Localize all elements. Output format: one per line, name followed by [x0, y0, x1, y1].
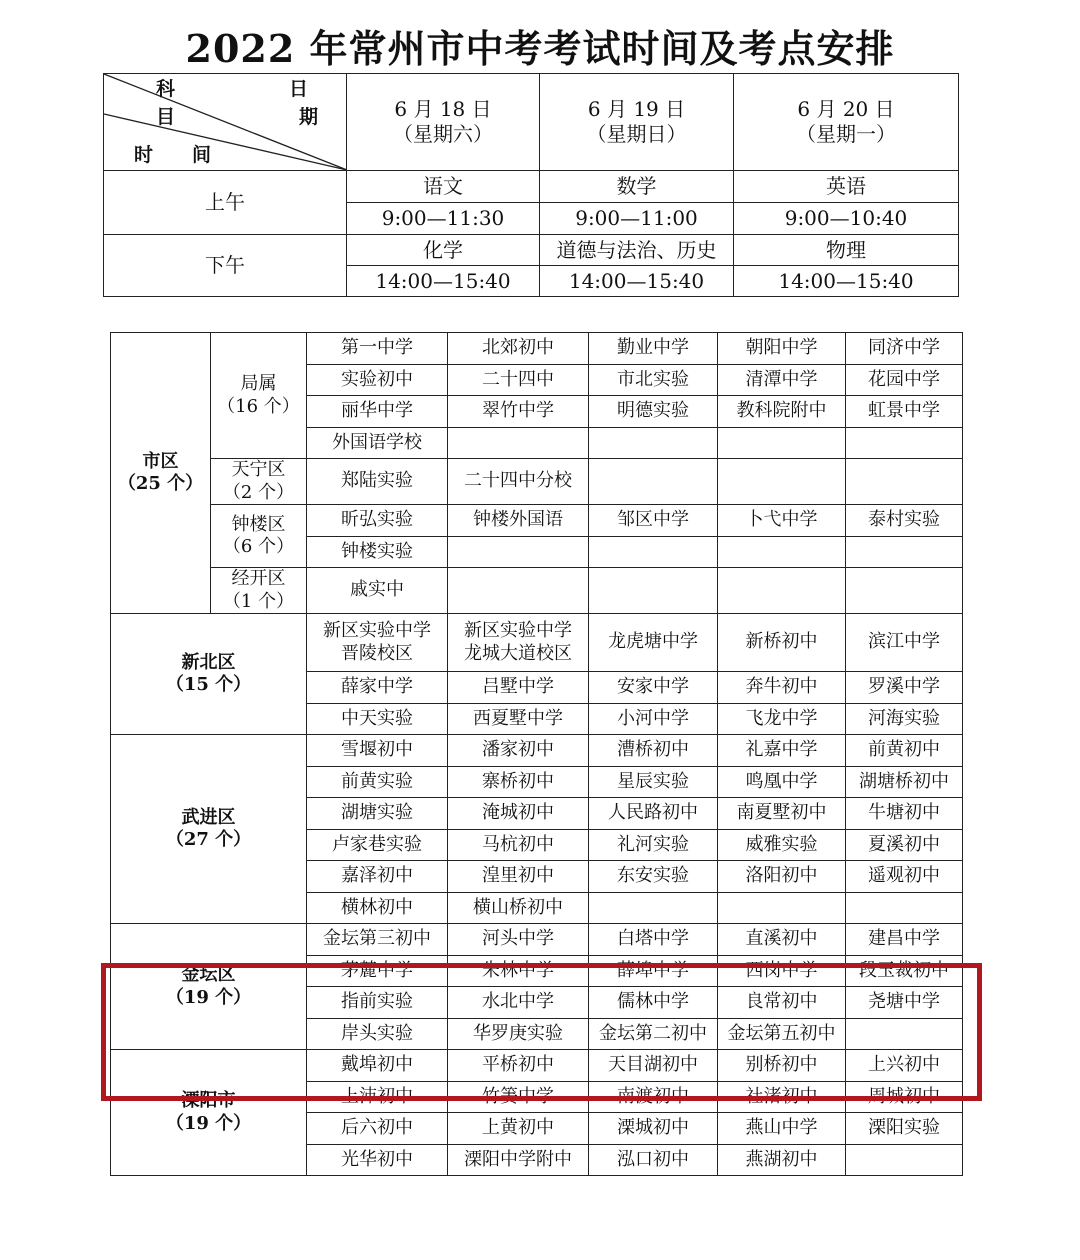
- period-afternoon: 下午: [104, 235, 347, 297]
- school-cell: 金坛第二初中: [589, 1018, 718, 1050]
- day-date: 6 月 19 日: [587, 97, 686, 121]
- school-cell: 别桥初中: [718, 1050, 846, 1082]
- district-jushu-count: （16 个）: [217, 395, 300, 417]
- school-cell: 勤业中学: [589, 333, 718, 365]
- school-cell: 湖塘实验: [307, 798, 448, 830]
- table-row: [111, 333, 963, 365]
- school-cell: 茅麓中学: [307, 955, 448, 987]
- school-cell: [718, 427, 846, 459]
- exam-subject: 英语: [734, 171, 959, 203]
- school-cell: 鸣凰中学: [718, 766, 846, 798]
- school-cell: 光华初中: [307, 1144, 448, 1176]
- school-cell: 星辰实验: [589, 766, 718, 798]
- school-cell: 平桥初中: [448, 1050, 589, 1082]
- school-cell: 燕湖初中: [718, 1144, 846, 1176]
- school-cell: 人民路初中: [589, 798, 718, 830]
- school-cell: [448, 427, 589, 459]
- day-weekday: （星期六）: [393, 122, 493, 146]
- school-cell: 段玉裁初中: [846, 955, 963, 987]
- exam-time: 14:00—15:40: [734, 266, 959, 297]
- school-name-line: 龙虎塘中学: [608, 631, 698, 653]
- period-morning: 上午: [104, 171, 347, 235]
- school-cell: 丽华中学: [307, 396, 448, 428]
- school-cell: 朝阳中学: [718, 333, 846, 365]
- district-xinbei-count: （15 个）: [165, 674, 252, 695]
- school-cell: 同济中学: [846, 333, 963, 365]
- jintan-highlight-box: [101, 963, 982, 1101]
- school-cell: 横山桥初中: [448, 892, 589, 924]
- school-cell: 天目湖初中: [589, 1050, 718, 1082]
- school-cell: 明德实验: [589, 396, 718, 428]
- school-cell: 溧阳中学附中: [448, 1144, 589, 1176]
- school-cell: [448, 568, 589, 614]
- district-shiqu-count: （25 个）: [117, 473, 204, 494]
- school-cell: [846, 1144, 963, 1176]
- district-shiqu-name: 市区: [142, 450, 179, 472]
- school-cell: 西夏墅中学: [448, 703, 589, 735]
- exam-time: 14:00—15:40: [347, 266, 540, 297]
- school-cell: 花园中学: [846, 364, 963, 396]
- corner-subject-1: 科: [156, 78, 176, 100]
- school-cell: 南夏墅初中: [718, 798, 846, 830]
- school-cell: 戚实中: [307, 568, 448, 614]
- school-cell: 溧城初中: [589, 1113, 718, 1145]
- school-cell: 清潭中学: [718, 364, 846, 396]
- school-cell: [846, 568, 963, 614]
- table-row: [111, 505, 963, 537]
- district-liyang-name: 溧阳市: [181, 1090, 236, 1111]
- school-cell: 实验初中: [307, 364, 448, 396]
- school-cell: 溧阳实验: [846, 1113, 963, 1145]
- day-weekday: （星期一）: [796, 122, 896, 146]
- page-title: 2022 年常州市中考考试时间及考点安排: [185, 26, 895, 71]
- table-row: [111, 459, 963, 505]
- school-cell: 夏溪初中: [846, 829, 963, 861]
- school-cell: 淹城初中: [448, 798, 589, 830]
- school-cell: 昕弘实验: [307, 505, 448, 537]
- exam-subject: 物理: [734, 235, 959, 266]
- school-cell: 二十四中分校: [448, 459, 589, 505]
- school-cell: 上沛初中: [307, 1081, 448, 1113]
- district-zhonglou: [211, 505, 307, 568]
- school-cell: 前黄初中: [846, 735, 963, 767]
- school-cell: 薛家中学: [307, 672, 448, 704]
- district-zhonglou-name: 钟楼区: [231, 513, 286, 535]
- school-cell: 马杭初中: [448, 829, 589, 861]
- district-tianning: [211, 459, 307, 505]
- district-shiqu: [111, 333, 211, 614]
- school-cell: 儒林中学: [589, 987, 718, 1019]
- school-cell: 教科院附中: [718, 396, 846, 428]
- school-name-line: 新区实验中学: [464, 620, 572, 641]
- school-cell: 薛埠中学: [589, 955, 718, 987]
- day-date: 6 月 18 日: [394, 97, 492, 121]
- school-name-line: 滨江中学: [868, 631, 940, 653]
- district-jintan-count: （19 个）: [165, 986, 252, 1008]
- corner-subject-2: 目: [156, 106, 176, 128]
- school-cell: 后六初中: [307, 1113, 448, 1145]
- school-cell: 牛塘初中: [846, 798, 963, 830]
- school-cell: 湖塘桥初中: [846, 766, 963, 798]
- school-cell: 雪堰初中: [307, 735, 448, 767]
- school-cell: 潘家初中: [448, 735, 589, 767]
- exam-time: 9:00—11:00: [540, 203, 734, 235]
- corner-date-2: 期: [299, 106, 319, 128]
- district-wujin: [111, 735, 307, 924]
- school-cell: 良常初中: [718, 987, 846, 1019]
- school-cell: 安家中学: [589, 672, 718, 704]
- school-cell: 飞龙中学: [718, 703, 846, 735]
- district-xinbei-name: 新北区: [181, 651, 236, 673]
- table-row: [111, 614, 963, 672]
- school-cell: [448, 536, 589, 568]
- school-cell: [846, 427, 963, 459]
- school-cell: 二十四中: [448, 364, 589, 396]
- district-liyang-count: （19 个）: [165, 1112, 252, 1134]
- school-cell: 戴埠初中: [307, 1050, 448, 1082]
- school-name-line: 新桥初中: [745, 631, 818, 653]
- day-header: [540, 74, 734, 171]
- school-cell: 社渚初中: [718, 1081, 846, 1113]
- district-zhonglou-count: （6 个）: [222, 536, 295, 557]
- school-cell: 卢家巷实验: [307, 829, 448, 861]
- school-cell: [589, 427, 718, 459]
- school-cell: 泰村实验: [846, 505, 963, 537]
- district-jingkai: [211, 568, 307, 614]
- corner-time-1: 时: [134, 144, 154, 166]
- school-cell: 翠竹中学: [448, 396, 589, 428]
- school-cell: 嘉泽初中: [307, 861, 448, 893]
- school-cell: [718, 892, 846, 924]
- school-cell: [718, 536, 846, 568]
- school-cell: 罗溪中学: [846, 672, 963, 704]
- school-cell: [589, 614, 718, 672]
- school-cell: 郑陆实验: [307, 459, 448, 505]
- district-tianning-count: （2 个）: [222, 481, 295, 503]
- day-weekday: （星期日）: [586, 122, 687, 146]
- day-date: 6 月 20 日: [797, 97, 895, 121]
- school-cell: 上黄初中: [448, 1113, 589, 1145]
- district-tianning-name: 天宁区: [231, 459, 286, 480]
- school-cell: 华罗庚实验: [448, 1018, 589, 1050]
- district-jushu: [211, 333, 307, 459]
- exam-subject: 道德与法治、历史: [540, 235, 734, 266]
- exam-subject: 数学: [540, 171, 734, 203]
- school-cell: 白塔中学: [589, 924, 718, 956]
- school-cell: [589, 536, 718, 568]
- district-jushu-name: 局属: [240, 373, 277, 394]
- table-row: [111, 568, 963, 614]
- school-cell: 邹区中学: [589, 505, 718, 537]
- school-cell: 横林初中: [307, 892, 448, 924]
- school-cell: 钟楼实验: [307, 536, 448, 568]
- district-wujin-count: （27 个）: [165, 829, 252, 850]
- school-cell: 威雅实验: [718, 829, 846, 861]
- school-cell: 上兴初中: [846, 1050, 963, 1082]
- school-cell: 岸头实验: [307, 1018, 448, 1050]
- school-name-line: 新区实验中学: [323, 620, 431, 641]
- school-cell: 河海实验: [846, 703, 963, 735]
- school-cell: [718, 459, 846, 505]
- school-cell: [846, 459, 963, 505]
- table-row: [111, 924, 963, 956]
- school-cell: 水北中学: [448, 987, 589, 1019]
- school-cell: [718, 568, 846, 614]
- school-cell: 北郊初中: [448, 333, 589, 365]
- school-cell: 吕墅中学: [448, 672, 589, 704]
- school-cell: 外国语学校: [307, 427, 448, 459]
- exam-time: 14:00—15:40: [540, 266, 734, 297]
- school-cell: [448, 614, 589, 672]
- school-cell: 市北实验: [589, 364, 718, 396]
- school-cell: 西岗中学: [718, 955, 846, 987]
- district-jingkai-count: （1 个）: [222, 590, 295, 612]
- corner-date-1: 日: [289, 78, 309, 100]
- school-cell: 礼嘉中学: [718, 735, 846, 767]
- exam-subject: 化学: [347, 235, 540, 266]
- school-cell: [589, 568, 718, 614]
- school-cell: 漕桥初中: [589, 735, 718, 767]
- school-cell: 尧塘中学: [846, 987, 963, 1019]
- table-row: [111, 735, 963, 767]
- school-cell: 卜弋中学: [718, 505, 846, 537]
- school-name-line: 晋陵校区: [341, 642, 413, 664]
- school-cell: [846, 614, 963, 672]
- school-cell: 直溪初中: [718, 924, 846, 956]
- school-cell: 小河中学: [589, 703, 718, 735]
- school-cell: 礼河实验: [589, 829, 718, 861]
- school-name-line: 龙城大道校区: [464, 642, 572, 664]
- school-cell: 建昌中学: [846, 924, 963, 956]
- exam-subject: 语文: [347, 171, 540, 203]
- exam-time: 9:00—11:30: [347, 203, 540, 235]
- school-cell: 燕山中学: [718, 1113, 846, 1145]
- school-cell: 第一中学: [307, 333, 448, 365]
- school-cell: [307, 614, 448, 672]
- school-cell: 寨桥初中: [448, 766, 589, 798]
- day-header: [734, 74, 959, 171]
- school-cell: 朱林中学: [448, 955, 589, 987]
- school-cell: [589, 892, 718, 924]
- district-wujin-name: 武进区: [181, 806, 236, 828]
- school-cell: 指前实验: [307, 987, 448, 1019]
- school-cell: 周城初中: [846, 1081, 963, 1113]
- district-jingkai-name: 经开区: [231, 568, 286, 589]
- school-cell: 金坛第三初中: [307, 924, 448, 956]
- school-cell: 金坛第五初中: [718, 1018, 846, 1050]
- school-cell: 中天实验: [307, 703, 448, 735]
- school-cell: 泓口初中: [589, 1144, 718, 1176]
- header-corner-cell: [104, 74, 347, 171]
- school-cell: 洛阳初中: [718, 861, 846, 893]
- school-cell: 竹箦中学: [448, 1081, 589, 1113]
- school-cell: 钟楼外国语: [448, 505, 589, 537]
- school-cell: [589, 459, 718, 505]
- school-cell: 前黄实验: [307, 766, 448, 798]
- school-cell: 南渡初中: [589, 1081, 718, 1113]
- district-xinbei: [111, 614, 307, 735]
- school-cell: 湟里初中: [448, 861, 589, 893]
- school-cell: [718, 614, 846, 672]
- day-header: [347, 74, 540, 171]
- school-cell: [846, 892, 963, 924]
- exam-time: 9:00—10:40: [734, 203, 959, 235]
- school-cell: [846, 536, 963, 568]
- school-cell: 河头中学: [448, 924, 589, 956]
- school-cell: 东安实验: [589, 861, 718, 893]
- district-jintan-name: 金坛区: [181, 964, 236, 985]
- school-cell: 虹景中学: [846, 396, 963, 428]
- school-cell: 遥观初中: [846, 861, 963, 893]
- corner-time-2: 间: [192, 144, 212, 166]
- school-cell: 奔牛初中: [718, 672, 846, 704]
- exam-schedule-table: [103, 73, 959, 297]
